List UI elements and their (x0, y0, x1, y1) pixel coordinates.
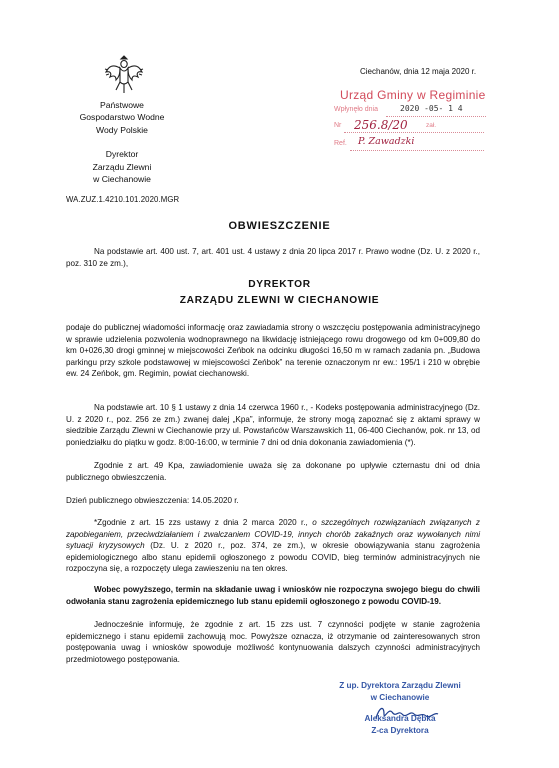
polish-eagle-emblem-icon (103, 52, 145, 98)
paragraph-notice: Zgodnie z art. 49 Kpa, zawiadomienie uważa się za dokonane po upływie czternastu dni od dnia publicznego obwieszczenia. (66, 461, 480, 482)
sender-line: Państwowe (100, 100, 144, 110)
footnote-act-title: o szczególnych rozwiązaniach związanych z zapobieganiem, przeciwdziałaniem i zwalczaniem COVID-19, innych chorób zakaźnych oraz wywołanych nimi sytuacji kryzysowych (66, 518, 480, 551)
director-line: Dyrektor (105, 149, 139, 160)
signature-line: w Ciechanowie (370, 692, 430, 702)
document-title: OBWIESZCZENIE (228, 220, 331, 232)
publication-date: Dzień publicznego obwieszczenia: 14.05.2020 r. (66, 496, 239, 505)
signatory-name: Aleksandra Dębka (364, 714, 436, 723)
stamp-received-date: 2020 -05- 1 4 (400, 104, 463, 113)
stamp-received-label: Wpłynęło dnia (334, 106, 378, 113)
signatory-title: Z-ca Dyrektora (371, 725, 429, 735)
paragraph-access: Na podstawie art. 10 § 1 ustawy z dnia 14 czerwca 1960 r., - Kodeks postępowania administracyjnego (Dz. U. z 2020 r., poz. 256 ze zm.) zwanej dalej „Kpa”, informuje, że strony mogą zapoznać się z aktami sprawy w siedzibie Zarządu Zlewni w Ciechanowie przy ul. Powstańców Warszawskich 11, 06-400 Ciechanów, pok. nr 13, od poniedziałku do piątku w godz. 8:00-16:00, w terminie 7 dni od dnia dokonania zawiadomienia (*). (66, 403, 480, 447)
stamp-ref-signature: P. Zawadzki (358, 136, 415, 147)
stamp-number-value: 256.8/20 (354, 118, 408, 132)
paragraph-covid-footnote (66, 517, 480, 575)
sender-line: Wody Polskie (96, 124, 148, 135)
sender-block (52, 99, 192, 185)
reference-number: WA.ZUZ.1.4210.101.2020.MGR (66, 195, 180, 204)
signature-line: Z up. Dyrektora Zarządu Zlewni (339, 681, 461, 690)
paragraph-continuation: Jednocześnie informuję, że zgodnie z art. 15 zzs ust. 7 czynności podjęte w stanie zagrożenia epidemicznego i stanu epidemii zachowują moc. Powyższe oznacza, iż otrzymanie od zainteresowanych stron postępowania uwag i wniosków spowoduje możliwość kontynuowania dalszych czynności administracyjnych przedmiotowego postępowania. (66, 620, 480, 664)
stamp-number-label: Nr (334, 122, 342, 129)
paragraph-deadline: Wobec powyższego, termin na składanie uwag i wniosków nie rozpoczyna swojego biegu do chwili odwołania stanu zagrożenia epidemicznego lub stanu epidemii ogłoszonego z powodu COVID-19. (66, 585, 480, 606)
director-line: w Ciechanowie (93, 174, 151, 185)
authority-line-2: ZARZĄDU ZLEWNI W CIECHANOWIE (179, 295, 380, 306)
authority-line-1: DYREKTOR (248, 279, 311, 290)
handwritten-signature-icon (374, 704, 440, 722)
footnote-lead: *Zgodnie z art. 15 zzs ustawy z dnia 2 marca 2020 r., (94, 518, 308, 527)
paragraph-main: podaje do publicznej wiadomości informację oraz zawiadamia strony o wszczęciu postępowania administracyjnego w sprawie udzielenia pozwolenia wodnoprawnego na likwidację istniejącego rowu drogowego od km 0+009,80 do km 0+026,30 drogi gminnej w miejscowości Zeńbok na odcinku długości 16,50 m w ramach zadania pn. „Budowa parkingu przy szkole podstawowej w miejscowości Zeńbok” na terenie oznaczonym nr ew.: 195/1 i 210 w obrębie ew. 24 Zeńbok, gm. Regimin, powiat ciechanowski. (66, 323, 480, 379)
stamp-zal-label: zał. (426, 122, 437, 129)
director-line: Zarządu Zlewni (92, 161, 152, 172)
stamp-title: Urząd Gminy w Regiminie (340, 88, 486, 102)
registry-stamp (330, 88, 495, 168)
footnote-rest: (Dz. U. z 2020 r., poz. 374, ze zm.), w okresie obowiązywania stanu zagrożenia epidemiologicznego albo stanu epidemii ogłoszonego z powodu COVID, bieg terminów administracyjnych nie rozpoczyna się, a rozpoczęty ulega zawieszeniu na ten okres. (66, 541, 481, 574)
stamp-ref-label: Ref. (334, 140, 347, 147)
place-and-date: Ciechanów, dnia 12 maja 2020 r. (360, 67, 477, 76)
sender-line: Gospodarstwo Wodne (79, 112, 165, 123)
intro-paragraph: Na podstawie art. 400 ust. 7, art. 401 ust. 4 ustawy z dnia 20 lipca 2017 r. Prawo wodne (Dz. U. z 2020 r., poz. 310 ze zm.), (66, 247, 480, 268)
